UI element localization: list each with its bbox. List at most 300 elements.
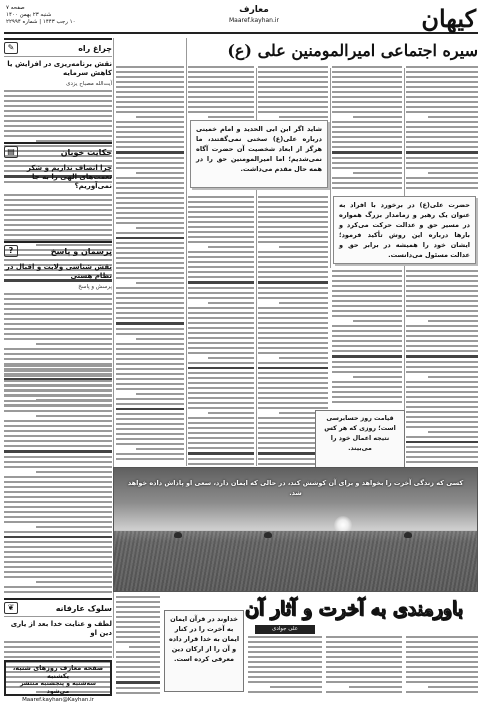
text-line: [116, 418, 184, 420]
text-line: [279, 246, 328, 248]
sidebar-box-qa: [4, 241, 112, 361]
text-line: [406, 676, 478, 678]
text-line: [116, 197, 184, 199]
text-line: [406, 86, 478, 88]
text-line: [116, 423, 184, 425]
text-line: [188, 447, 254, 449]
text-line: [4, 556, 112, 558]
text-line: [248, 636, 322, 638]
text-line: [4, 651, 112, 653]
text-line: [188, 276, 254, 278]
text-line: [188, 402, 254, 404]
text-line: [406, 330, 478, 332]
text-line: [4, 466, 112, 468]
section-website[interactable]: Maaref.kayhan.ir: [228, 17, 280, 24]
text-line: [4, 476, 112, 478]
sidebar-column: [4, 365, 112, 595]
text-line: [188, 392, 254, 394]
text-line: [116, 162, 184, 164]
text-line: [406, 310, 478, 312]
text-line: [116, 242, 184, 244]
text-line: [136, 338, 184, 340]
text-line: [116, 247, 184, 249]
pull-quote: حضرت علی(ع) در برخورد با افراد به عنوان یک رهبر و زمامدار بزرگ همواره در مسیر حق و عدالت حرکت می‌کرد و بارها درباره این روش تأکید فرمود؛ ایشان خود را همیشه در برابر حق و عدالت مسئول می‌دانست.: [333, 196, 476, 264]
text-line: [116, 252, 184, 254]
text-line: [406, 361, 478, 363]
text-line: [116, 131, 184, 133]
text-line: [116, 71, 184, 73]
text-line: [116, 687, 160, 689]
text-line: [406, 121, 478, 123]
text-line: [406, 131, 478, 133]
text-line: [332, 361, 402, 363]
text-line: [279, 302, 328, 304]
text-line: [4, 348, 112, 350]
text-line: [4, 229, 112, 231]
text-line: [116, 611, 160, 613]
text-line: [4, 125, 112, 127]
text-line: [4, 641, 112, 643]
text-line: [406, 76, 478, 78]
text-line: [258, 81, 328, 83]
text-line: [116, 453, 184, 455]
text-line: [332, 396, 402, 398]
text-line: [258, 201, 328, 203]
text-line: [116, 343, 184, 345]
text-line: [258, 66, 328, 68]
text-line: [258, 281, 328, 284]
text-line: [406, 441, 478, 444]
text-line: [406, 345, 478, 347]
leaf-icon: ❦: [4, 602, 18, 614]
text-line: [258, 251, 328, 253]
text-line: [116, 651, 160, 653]
text-line: [258, 312, 328, 314]
text-line: [116, 322, 184, 325]
text-line: [258, 96, 328, 98]
text-line: [406, 451, 478, 453]
text-line: [332, 157, 402, 159]
text-line: [116, 182, 184, 184]
text-line: [116, 353, 184, 355]
text-line: [258, 292, 328, 294]
text-line: [4, 204, 112, 206]
text-line: [4, 293, 112, 295]
text-line: [116, 358, 184, 360]
text-line: [332, 371, 402, 373]
text-line: [332, 141, 402, 143]
text-line: [129, 646, 160, 648]
text-line: [188, 251, 254, 253]
text-line: [136, 116, 184, 118]
field-texture: [114, 531, 477, 591]
text-line: [4, 541, 112, 543]
text-line: [332, 96, 402, 98]
text-line: [116, 151, 184, 154]
text-line: [4, 521, 112, 523]
text-line: [188, 463, 254, 465]
text-line: [332, 66, 402, 68]
text-line: [188, 382, 254, 384]
text-line: [258, 347, 328, 349]
text-line: [4, 395, 112, 397]
promo-line-1: صفحه معارف روزهای شنبه، یکشنبه: [12, 664, 104, 680]
text-line: [406, 167, 478, 169]
text-line: [332, 151, 402, 154]
text-line: [4, 308, 112, 310]
issue-meta: [6, 5, 76, 26]
sidebar-box-good-stories: [4, 142, 112, 237]
text-line: [332, 295, 402, 297]
text-line: [406, 91, 478, 93]
text-line: [188, 407, 254, 409]
text-line: [406, 136, 478, 138]
text-line: [349, 686, 402, 688]
text-line: [332, 275, 402, 277]
text-line: [428, 686, 478, 688]
text-line: [116, 328, 184, 330]
text-line: [406, 661, 478, 663]
text-line: [332, 81, 402, 83]
text-line: [116, 641, 160, 643]
text-line: [116, 297, 184, 299]
text-line: [248, 676, 322, 678]
text-line: [116, 636, 160, 638]
text-line: [332, 101, 402, 103]
text-line: [116, 262, 184, 264]
sidebar-title: [4, 144, 112, 161]
text-line: [332, 305, 402, 307]
text-line: [406, 141, 478, 143]
text-line: [332, 345, 402, 347]
text-line: [248, 656, 322, 658]
text-line: [406, 285, 478, 287]
text-line: [4, 591, 112, 593]
text-line: [4, 486, 112, 488]
text-line: [406, 371, 478, 373]
text-line: [188, 422, 254, 424]
text-line: [188, 226, 254, 228]
text-line: [116, 312, 184, 314]
text-line: [248, 641, 322, 643]
text-line: [116, 232, 184, 234]
text-line: [258, 317, 328, 319]
text-line: [4, 234, 112, 236]
text-line: [258, 91, 328, 93]
text-line: [4, 303, 112, 305]
text-line: [406, 691, 478, 693]
text-line: [4, 328, 112, 330]
text-line: [4, 576, 112, 578]
text-line: [258, 276, 328, 278]
text-line: [4, 531, 112, 533]
text-line: [4, 586, 112, 588]
book-icon: ▤: [4, 146, 18, 158]
text-line: [258, 332, 328, 334]
text-line: [332, 290, 402, 292]
text-line: [270, 686, 322, 688]
sidebar-title-text: سلوک عارفانه: [55, 603, 112, 613]
text-line: [4, 100, 112, 102]
text-line: [116, 121, 184, 123]
text-line: [248, 661, 322, 663]
text-line: [4, 219, 112, 221]
text-line: [4, 646, 112, 648]
text-line: [406, 96, 478, 98]
text-line: [116, 277, 184, 279]
text-line: [116, 141, 184, 143]
text-line: [4, 456, 112, 458]
text-line: [332, 177, 402, 179]
sidebar-headline: لطف و عنایت خدا بعد از یاری دین او: [10, 620, 112, 637]
text-line: [4, 214, 112, 216]
text-line: [406, 641, 478, 643]
sidebar-title-text: حکایت خوبان: [60, 147, 112, 157]
article-column: [248, 636, 322, 696]
text-line: [406, 290, 478, 292]
text-line: [116, 661, 160, 663]
text-line: [4, 323, 112, 325]
text-line: [4, 370, 112, 372]
text-line: [116, 91, 184, 93]
text-line: [188, 201, 254, 203]
text-line: [188, 417, 254, 419]
text-line: [116, 207, 184, 209]
article-column: [116, 596, 160, 696]
text-line: [406, 426, 478, 428]
text-line: [406, 386, 478, 388]
text-line: [188, 397, 254, 399]
text-line: [116, 157, 184, 159]
text-line: [188, 76, 254, 78]
text-line: [406, 66, 478, 68]
text-line: [258, 206, 328, 208]
text-line: [4, 571, 112, 573]
text-line: [248, 681, 322, 683]
text-line: [4, 566, 112, 568]
text-line: [188, 367, 254, 370]
text-line: [406, 416, 478, 418]
text-line: [116, 413, 184, 415]
text-line: [406, 157, 478, 159]
text-line: [258, 352, 328, 354]
text-line: [332, 300, 402, 302]
text-line: [332, 325, 402, 327]
text-line: [36, 526, 112, 528]
pull-quote: شاید اگر ابن ابی الحدید و امام خمینی درباره علی(ع) سخنی نمی‌گفتند، ما هرگز از ابعاد شخصیت آن حضرت آگاه نمی‌شدیم؛ اما امیرالمومنین حق را در همه حال مقدم می‌داشت.: [190, 120, 328, 188]
text-line: [332, 131, 402, 133]
text-line: [258, 271, 328, 273]
text-line: [188, 256, 254, 258]
text-line: [4, 338, 112, 340]
text-line: [116, 383, 184, 385]
text-line: [188, 317, 254, 319]
text-line: [258, 372, 328, 374]
text-line: [116, 666, 160, 668]
text-line: [332, 285, 402, 287]
text-line: [4, 130, 112, 132]
text-line: [116, 438, 184, 440]
text-line: [4, 209, 112, 211]
section-title: معارف: [239, 5, 269, 15]
sidebar-title-text: پرسمان و پاسخ: [50, 246, 112, 256]
text-line: [116, 257, 184, 259]
question-icon: ?: [4, 245, 18, 257]
text-line: [406, 421, 478, 423]
text-line: [258, 382, 328, 384]
article-column: [116, 66, 184, 464]
text-line: [116, 237, 184, 240]
text-line: [258, 196, 328, 198]
text-line: [258, 216, 328, 218]
text-line: [136, 172, 184, 174]
text-line: [4, 365, 112, 367]
text-line: [258, 76, 328, 78]
text-line: [188, 96, 254, 98]
text-line: [258, 392, 328, 394]
text-line: [258, 307, 328, 309]
text-line: [136, 393, 184, 395]
text-line: [4, 390, 112, 392]
text-line: [4, 516, 112, 518]
text-line: [188, 387, 254, 389]
text-line: [332, 126, 402, 128]
text-line: [258, 231, 328, 233]
text-line: [4, 135, 112, 137]
text-line: [4, 445, 112, 447]
text-line: [188, 281, 254, 284]
sidebar-headline: چرا انصاف نداریم و شکر نعمت‌های الهی را به جا نمی‌آوریم؟: [26, 164, 112, 190]
promo-line-2: سه‌شنبه و پنجشنبه منتشر می‌شود: [19, 680, 97, 695]
article-column: [326, 636, 402, 696]
text-line: [258, 362, 328, 364]
text-line: [406, 406, 478, 408]
text-line: [406, 666, 478, 668]
text-line: [332, 76, 402, 78]
text-line: [332, 401, 402, 403]
text-line: [188, 437, 254, 439]
text-line: [4, 420, 112, 422]
text-line: [116, 96, 184, 98]
text-line: [406, 651, 478, 653]
contact-email[interactable]: Maaref.kayhan@Kayhan.ir: [22, 697, 94, 703]
text-line: [332, 121, 402, 123]
text-line: [332, 182, 402, 184]
text-line: [188, 458, 254, 460]
text-line: [332, 330, 402, 332]
text-line: [406, 187, 478, 189]
article-column: [188, 66, 254, 121]
text-line: [116, 601, 160, 603]
text-line: [353, 376, 402, 378]
text-line: [116, 126, 184, 128]
column-divider: [404, 68, 405, 466]
text-line: [4, 95, 112, 97]
text-line: [188, 292, 254, 294]
text-line: [4, 511, 112, 513]
text-line: [406, 355, 478, 358]
text-line: [4, 110, 112, 112]
text-line: [332, 350, 402, 352]
text-line: [188, 271, 254, 273]
text-line: [406, 325, 478, 327]
text-line: [428, 172, 478, 174]
text-line: [188, 231, 254, 233]
text-line: [332, 391, 402, 393]
text-line: [406, 656, 478, 658]
text-line: [332, 381, 402, 383]
text-line: [116, 76, 184, 78]
text-line: [332, 335, 402, 337]
text-line: [116, 111, 184, 113]
text-line: [4, 333, 112, 335]
text-line: [353, 172, 402, 174]
text-line: [258, 322, 328, 324]
text-line: [406, 295, 478, 297]
issue-date: شنبه ۲۳ بهمن ۱۴۰۰: [6, 12, 52, 18]
text-line: [258, 256, 328, 258]
text-line: [116, 222, 184, 224]
article-column: [332, 66, 402, 194]
text-line: [4, 546, 112, 548]
text-line: [116, 403, 184, 405]
text-line: [4, 506, 112, 508]
text-line: [406, 106, 478, 108]
text-line: [258, 387, 328, 389]
text-line: [258, 226, 328, 228]
text-line: [116, 146, 184, 148]
text-line: [116, 378, 184, 380]
sidebar-title: [4, 40, 112, 57]
text-line: [248, 691, 322, 693]
text-line: [406, 177, 478, 179]
photo-caption: کسی که زندگی آخرت را بخواهد و برای آن کوشش کند، در حالی که ایمان دارد، سعی او پاداش داده خواهد شد.: [127, 479, 464, 497]
text-line: [4, 536, 112, 539]
text-line: [116, 348, 184, 350]
text-line: [353, 320, 402, 322]
text-line: [116, 202, 184, 204]
text-line: [258, 407, 328, 409]
text-line: [406, 681, 478, 683]
text-line: [116, 167, 184, 169]
text-line: [4, 358, 112, 360]
text-line: [208, 412, 254, 414]
text-line: [406, 182, 478, 184]
text-line: [258, 367, 328, 370]
sidebar-author: آیت‌الله مصباح یزدی: [66, 81, 112, 87]
text-line: [332, 355, 402, 358]
text-line: [116, 307, 184, 309]
article-column: [406, 66, 478, 194]
lamp-icon: ✎: [4, 42, 18, 54]
text-line: [406, 335, 478, 337]
text-line: [326, 636, 402, 638]
text-line: [36, 415, 112, 417]
text-line: [188, 352, 254, 354]
text-line: [136, 227, 184, 229]
text-line: [188, 261, 254, 263]
verse-box: قیامت روز حسابرسی است؛ روزی که هر کس نتیجه اعمال خود را می‌بیند.: [315, 410, 405, 482]
text-line: [258, 236, 328, 238]
text-line: [116, 86, 184, 88]
text-line: [258, 101, 328, 103]
text-line: [332, 187, 402, 189]
text-line: [326, 661, 402, 663]
text-line: [406, 162, 478, 164]
text-line: [4, 435, 112, 437]
text-line: [116, 287, 184, 289]
text-line: [208, 357, 254, 359]
